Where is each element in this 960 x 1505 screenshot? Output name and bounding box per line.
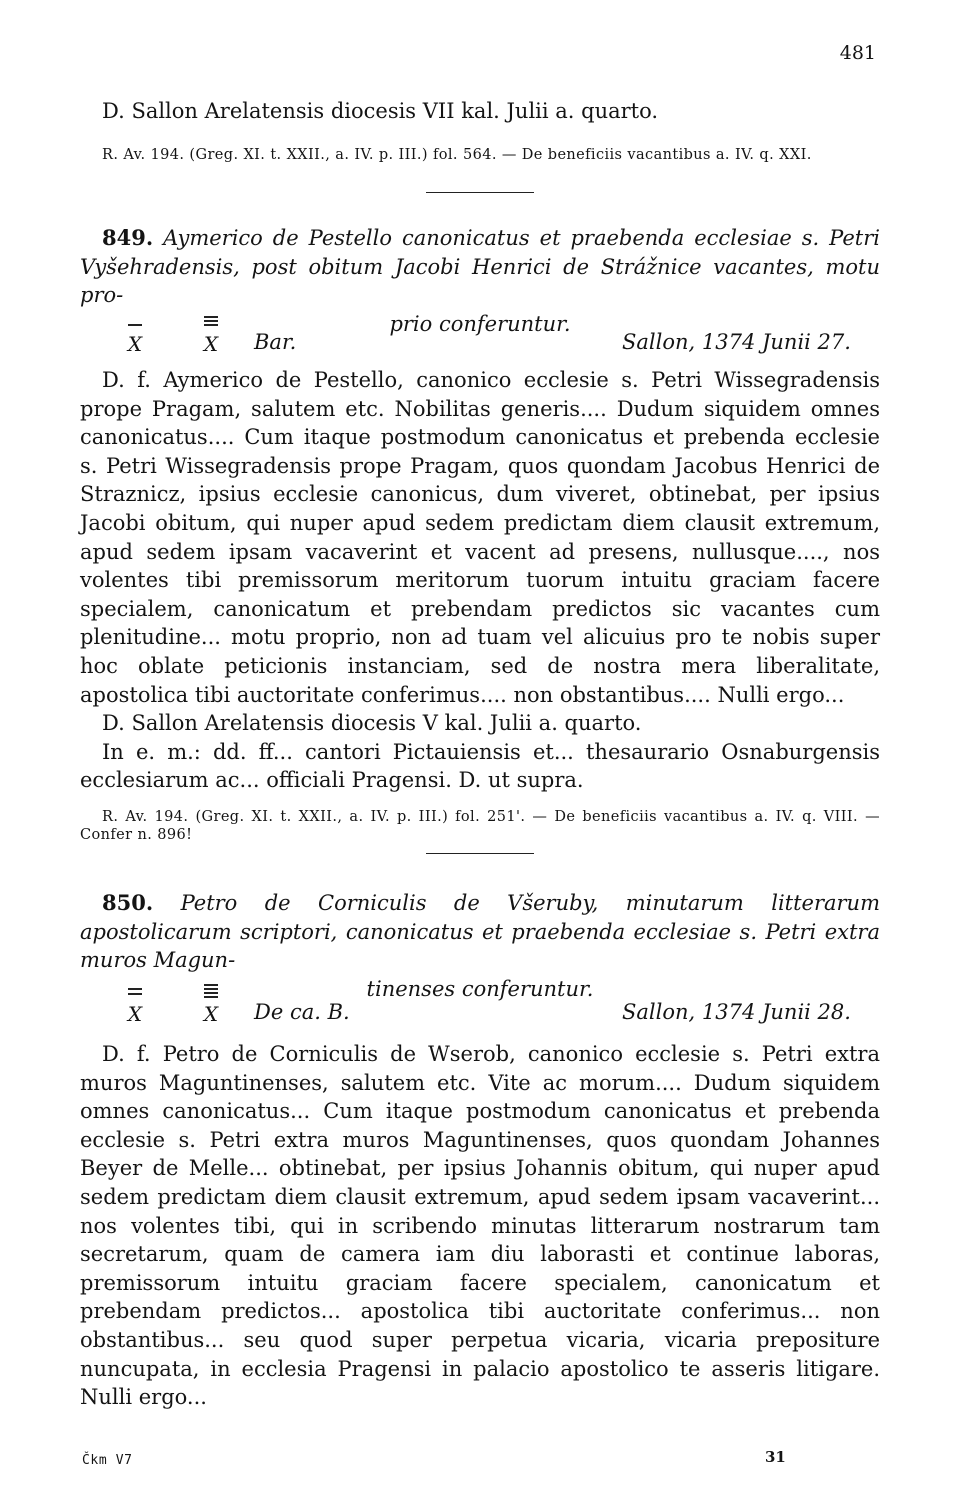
page-number: 481 xyxy=(839,42,876,64)
source-note: R. Av. 194. (Greg. XI. t. XXII., a. IV. p. III.) fol. 564. — De beneficiis vacantibus a. IV. q. XXI. xyxy=(102,147,812,163)
entry-number: 849. xyxy=(102,225,154,250)
tax-mark-left: X xyxy=(120,984,150,1000)
date-line: D. Sallon Arelatensis diocesis V kal. Julii a. quarto. xyxy=(102,711,642,736)
date-line: D. Sallon Arelatensis diocesis VII kal. Julii a. quarto. xyxy=(102,99,659,123)
entry-850-body xyxy=(80,1040,880,1412)
scribe-signature: Bar. xyxy=(254,330,297,354)
printer-signature: Čkm V7 xyxy=(82,1453,133,1468)
place-date: Sallon, 1374 Junii 28. xyxy=(622,1000,851,1024)
executors-text: In e. m.: dd. ff... cantori Pictauiensis et... thesaurario Osnaburgensis ecclesiarum ac... officiali Pragensi. D. ut supra. xyxy=(80,739,880,793)
tax-mark-right: X xyxy=(196,984,226,1000)
entry-849-source-note-block xyxy=(80,808,880,844)
sheet-number: 31 xyxy=(765,1448,786,1466)
entry-heading-last: prio conferuntur. xyxy=(389,311,571,336)
tax-mark-right: X xyxy=(196,314,226,330)
place-date: Sallon, 1374 Junii 27. xyxy=(622,330,851,354)
tax-mark-left: X xyxy=(120,314,150,330)
top-block xyxy=(80,97,880,126)
entry-number: 850. xyxy=(102,890,154,915)
source-note: R. Av. 194. (Greg. XI. t. XXII., a. IV. p. III.) fol. 251'. — De beneficiis vacantibus a. IV. q. VIII. — Confer n. 896! xyxy=(80,809,880,843)
entry-849-body xyxy=(80,366,880,795)
letter-text: D. f. Aymerico de Pestello, canonico ecclesie s. Petri Wissegradensis prope Pragam, salutem etc. Nobilitas generis.... Dudum siquidem omnes canonicatus.... Cum itaque postmodum canonicatus et prebenda ecclesie s. Petri Wissegradensis prope Pragam, quos quondam Jacobus Henrici de Straznicz, ipsius ecclesie canonicus, dum viveret, obtinebat, per ipsius Jacobi obitum, qui nuper apud sedem predictam diem clausit extremum, apud sedem ipsam vacaverint et vacent ad presens, nullusque...., nos volentes tibi premissorum meritorum tuorum intuitu graciam facere specialem, canonicatum et prebendam predictos sic vacantes cum plenitudine... motu proprio, non ad tuam vel alicuius pro te nobis super hoc oblate peticionis instanciam, sed de nostra mera liberalitate, apostolica tibi auctoritate conferimus.... non obstantibus.... Nulli ergo... xyxy=(80,368,880,707)
entry-heading-text: Petro de Corniculis de Všeruby, minutarum litterarum apostolicarum scriptori, canonicatus et praebenda ecclesiae s. Petri extra muros Magun- xyxy=(80,891,880,973)
entry-850-meta-row xyxy=(80,984,880,1024)
letter-text: D. f. Petro de Corniculis de Wserob, canonico ecclesie s. Petri extra muros Maguntinenses, salutem etc. Vite ac morum.... Dudum siquidem omnes canonicatus... Cum itaque postmodum canonicatus et prebenda ecclesie s. Petri extra muros Maguntinenses, quos quondam Johannes Beyer de Melle... obtinebat, per ipsius Johannis obitum, qui nuper apud sedem predictam diem clausit extremum, apud sedem ipsam vacaverint... nos volentes tibi, qui in scribendo minutas litterarum nostrarum tam secretarum, quam de camera iam diu laborasti et continue laboras, premissorum intuitu graciam facere specialem, canonicatum et prebendam predictos... apostolica tibi auctoritate conferimus... non obstantibus... seu quod super perpetua vicaria, vicaria prepositure nuncupata, in ecclesia Pragensi in palacio apostolico te asseris litigare. Nulli ergo... xyxy=(80,1042,880,1410)
entry-849-meta-row xyxy=(80,314,880,354)
scribe-signature: De ca. B. xyxy=(254,1000,350,1024)
section-divider xyxy=(426,853,534,854)
top-source-note-block xyxy=(80,146,880,164)
entry-heading-text: Aymerico de Pestello canonicatus et praebenda ecclesiae s. Petri Vyšehradensis, post obitum Jacobi Henrici de Strážnice vacantes, motu pro- xyxy=(80,226,880,308)
section-divider xyxy=(426,192,534,193)
entry-heading-last: tinenses conferuntur. xyxy=(366,976,594,1001)
